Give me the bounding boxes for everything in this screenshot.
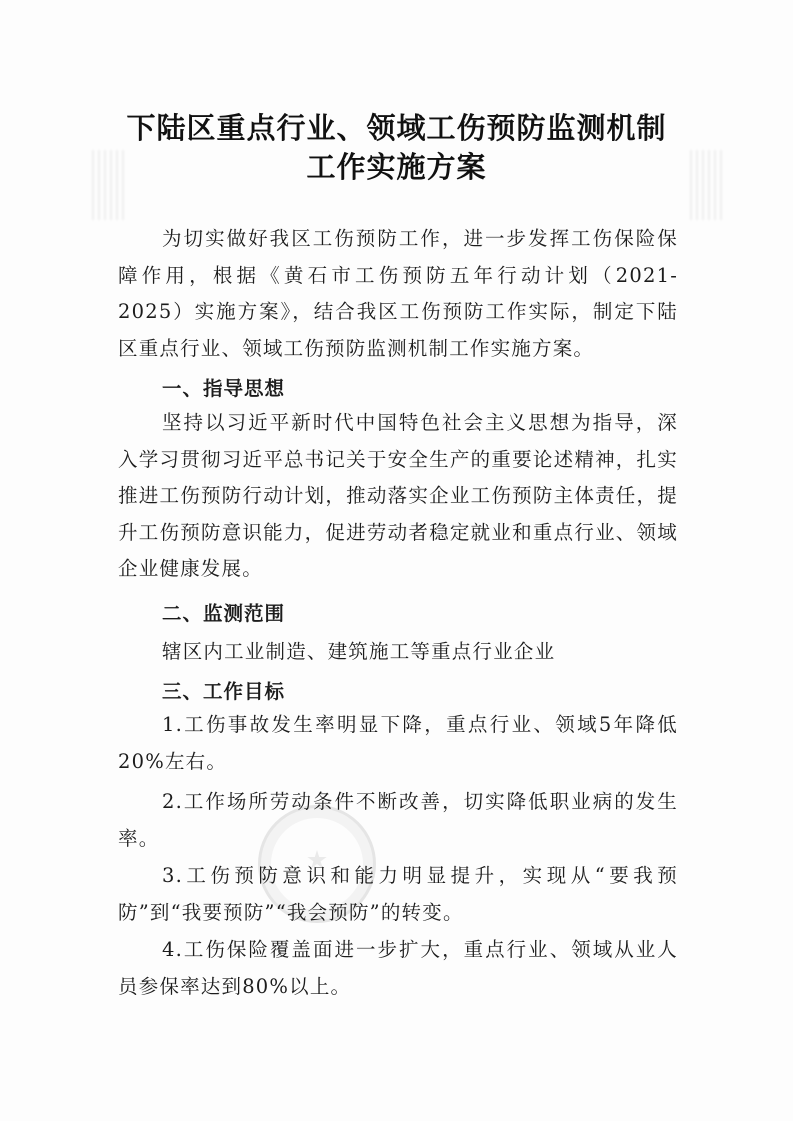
goal-item-4: 4.工伤保险覆盖面进一步扩大，重点行业、领域从业人员参保率达到80%以上。 [118, 938, 678, 998]
section-body-monitoring-scope: 辖区内工业制造、建筑施工等重点行业企业 [162, 640, 556, 663]
document-title-line2: 工作实施方案 [306, 150, 487, 184]
document-title-line1: 下陆区重点行业、领域工伤预防监测机制 [126, 111, 667, 145]
section-heading-guiding-thought: 一、指导思想 [162, 377, 286, 400]
goal-item-2: 2.工作场所劳动条件不断改善，切实降低职业病的发生率。 [118, 790, 678, 850]
section-heading-work-goals: 三、工作目标 [162, 680, 286, 703]
goal-item-3: 3.工伤预防意识和能力明显提升，实现从“要我预防”到“我要预防”“我会预防”的转变。 [118, 864, 678, 924]
intro-paragraph: 为切实做好我区工伤预防工作，进一步发挥工伤保险保障作用，根据《黄石市工伤预防五年行动计划（2021-2025）实施方案》，结合我区工伤预防工作实际，制定下陆区重点行业、领域工伤预防监测机制工作实施方案。 [118, 227, 678, 360]
section-heading-monitoring-scope: 二、监测范围 [162, 602, 286, 625]
goal-item-1: 1.工伤事故发生率明显下降，重点行业、领域5年降低20%左右。 [118, 713, 678, 773]
section-body-guiding-thought: 坚持以习近平新时代中国特色社会主义思想为指导，深入学习贯彻习近平总书记关于安全生产的重要论述精神，扎实推进工伤预防行动计划，推动落实企业工伤预防主体责任，提升工伤预防意识能力，促进劳动者稳定就业和重点行业、领域企业健康发展。 [118, 411, 678, 580]
scan-mark-right [690, 150, 724, 220]
